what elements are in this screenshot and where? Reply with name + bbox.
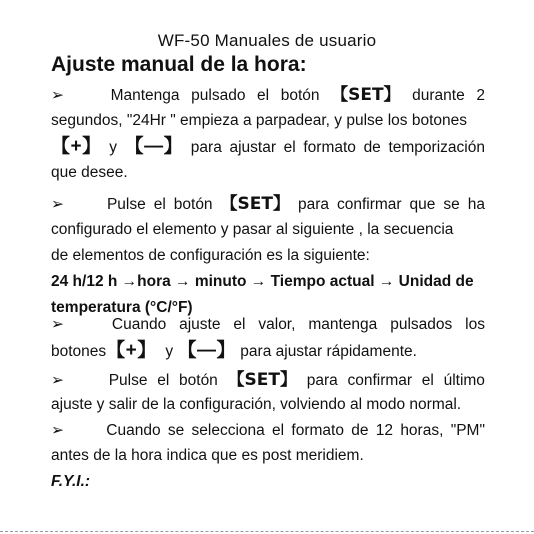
p5-word: horas,	[400, 422, 444, 439]
plus-key-label: 【+】	[106, 340, 157, 361]
bullet-icon: ➢	[51, 316, 64, 333]
p3-word: valor,	[258, 316, 296, 333]
bullet-icon: ➢	[51, 422, 64, 439]
p1-word: para	[190, 139, 222, 156]
p3-word: mantenga	[308, 316, 378, 333]
p2-line1	[51, 193, 485, 215]
p3-text: y	[165, 343, 174, 360]
p3-text: botones	[51, 343, 107, 360]
p2-word: confirmar	[336, 196, 402, 213]
p1-word: ajustar	[229, 139, 276, 156]
p5-word: selecciona	[191, 422, 265, 439]
p4-word: confirmar	[347, 372, 413, 389]
p2-sequence: 24 h/12 h →hora → minuto → Tiempo actual → Unidad de	[51, 273, 474, 290]
p1-line3	[51, 136, 485, 158]
p4-word: último	[443, 372, 485, 389]
p3-word: pulsados	[390, 316, 453, 333]
p1-line2: segundos, "24Hr " empieza a parpadear, y pulse los botones	[51, 112, 467, 129]
p3-line1	[51, 314, 485, 336]
p2-line2: configurado el elemento y pasar al siguiente , la secuencia	[51, 221, 454, 238]
p3-text: para ajustar rápidamente.	[240, 343, 417, 360]
bullet-icon: ➢	[51, 87, 64, 104]
p5-word: de	[351, 422, 369, 439]
p2-word: para	[297, 196, 329, 213]
p1-word: durante	[412, 87, 465, 104]
p1-word: formato	[303, 139, 356, 156]
p1-word: el	[283, 139, 296, 156]
p5-word: Cuando	[106, 422, 161, 439]
bullet-icon: ➢	[51, 196, 64, 213]
p1-word: temporización	[388, 139, 485, 156]
p2-word: botón	[173, 196, 213, 213]
p4-word: Pulse	[108, 372, 148, 389]
p3-word: los	[465, 316, 485, 333]
p1-word: y	[109, 139, 117, 156]
p4-line2: ajuste y salir de la configuración, volviendo al modo normal.	[51, 396, 462, 413]
plus-key-label: 【+】	[51, 136, 102, 157]
manual-header: WF-50 Manuales de usuario	[157, 31, 377, 50]
p4-line1	[51, 369, 485, 391]
set-key-label: 【SET】	[220, 194, 290, 214]
bullet-icon: ➢	[51, 372, 64, 389]
p1-word: de	[363, 139, 381, 156]
p2-sequence-end: temperatura (°C/°F)	[51, 299, 193, 316]
p1-line1	[51, 84, 485, 106]
p5-line1	[51, 420, 485, 442]
p2-word: que	[409, 196, 436, 213]
p4-word: para	[306, 372, 338, 389]
p5-word: el	[272, 422, 285, 439]
p1-word: pulsado	[191, 87, 246, 104]
p5-word: 12	[375, 422, 394, 439]
set-key-label: 【SET】	[227, 370, 297, 390]
p2-word: el	[153, 196, 166, 213]
p1-word: 2	[476, 87, 485, 104]
minus-key-label: 【—】	[124, 136, 184, 157]
p1-word: botón	[280, 87, 320, 104]
p2-line3: de elementos de configuración es la siguiente:	[51, 247, 370, 264]
p5-line2: antes de la hora indica que es post meridiem.	[51, 447, 364, 464]
p3-line2	[51, 340, 485, 362]
p3-word: el	[233, 316, 246, 333]
p1-word: Mantenga	[110, 87, 180, 104]
minus-key-label: 【—】	[177, 340, 236, 361]
p3-word: ajuste	[179, 316, 221, 333]
p5-word: "PM"	[450, 422, 485, 439]
p1-word: el	[257, 87, 270, 104]
p2-word: Pulse	[106, 196, 146, 213]
p5-word: formato	[291, 422, 344, 439]
p4-word: el	[421, 372, 434, 389]
p4-word: botón	[179, 372, 218, 389]
p3-word: Cuando	[111, 316, 167, 333]
fyi-label: F.Y.I.:	[51, 473, 91, 490]
page-bottom-rule	[0, 531, 534, 532]
p4-word: el	[157, 372, 170, 389]
p2-word: ha	[467, 196, 485, 213]
set-key-label: 【SET】	[331, 85, 401, 105]
section-heading: Ajuste manual de la hora:	[51, 53, 307, 76]
p5-word: se	[167, 422, 185, 439]
p2-word: se	[443, 196, 460, 213]
p1-line4: que desee.	[51, 164, 128, 181]
